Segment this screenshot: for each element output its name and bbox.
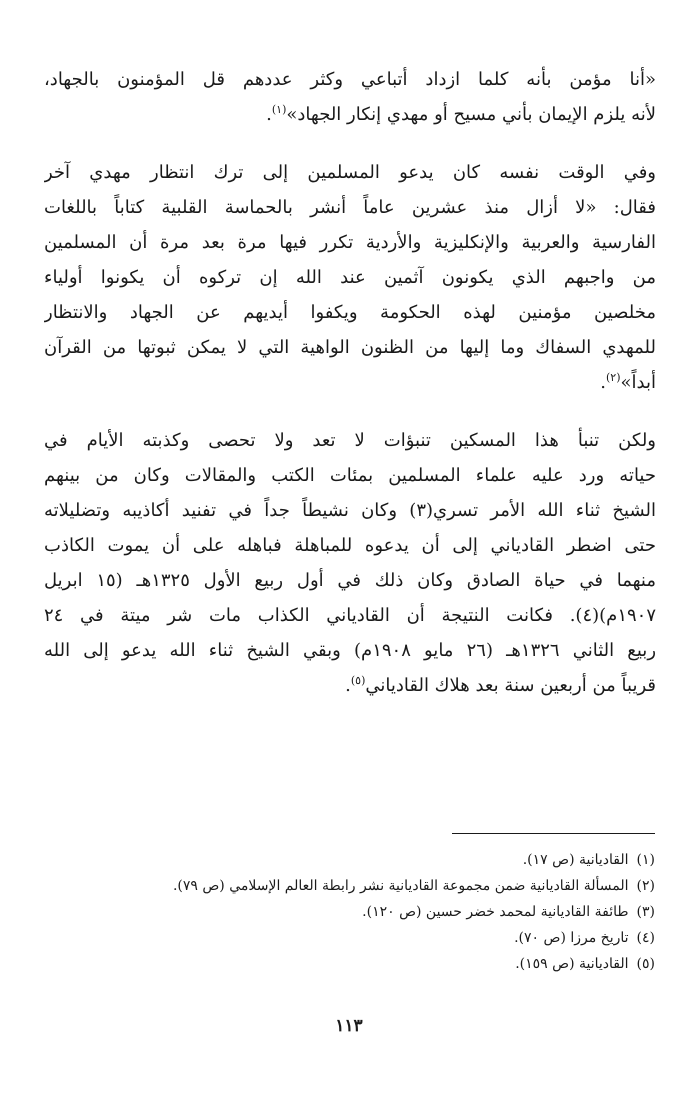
body-line: الفارسية والعربية والإنكليزية والأردية تكرر فيها مرة بعد مرة أن المسلمين: [44, 232, 656, 253]
body-line: حياته ورد عليه علماء المسلمين بمئات الكتب والمقالات وكان من بينهم: [44, 465, 656, 486]
footnote-number: (٢): [636, 878, 655, 894]
body-line: [44, 668, 656, 703]
body-line: حتى اضطر القادياني إلى أن يدعوه للمباهلة فباهله على أن يموت الكاذب: [44, 535, 656, 556]
footnote-divider: [452, 833, 655, 834]
footnote: [60, 873, 655, 899]
body-line: فقال: «لا أزال منذ عشرين عاماً أنشر بالحماسة القلبية كتاباً باللغات: [44, 197, 656, 218]
footnote-text: طائفة القاديانية لمحمد خضر حسين (ص ١٢٠).: [362, 904, 629, 920]
footnote-ref: (٢): [606, 371, 621, 384]
body-line: ربيع الثاني ١٣٢٦هـ (٢٦ مايو ١٩٠٨م) وبقي الشيخ ثناء الله يدعو إلى الله: [44, 640, 656, 661]
body-line: [44, 365, 656, 400]
footnote-number: (٥): [636, 956, 655, 972]
body-line: ولكن تنبأ هذا المسكين تنبؤات لا تعد ولا تحصى وكذبته الأيام في: [44, 430, 656, 451]
body-line: من واجبهم الذي يكونون آثمين عند الله إن تركوه أن يكونوا أولياء: [44, 267, 656, 288]
body-line: مخلصين مؤمنين لهذه الحكومة ويكفوا أيديهم عن الجهاد والانتظار: [44, 302, 656, 323]
footnote-ref: (٥): [350, 674, 366, 687]
footnote-text: المسألة القاديانية ضمن مجموعة القاديانية نشر رابطة العالم الإسلامي (ص ٧٩).: [172, 878, 629, 894]
body-line-text: قريباً من أربعين سنة بعد هلاك القادياني: [365, 675, 656, 696]
footnote-text: القاديانية (ص ١٧).: [522, 852, 629, 868]
body-text: [44, 62, 656, 703]
footnote-number: (١): [636, 852, 655, 868]
footnote-ref: (١): [271, 103, 287, 116]
body-line: ١٩٠٧م)(٤). فكانت النتيجة أن القادياني الكذاب مات شر ميتة في ٢٤: [44, 605, 656, 626]
punctuation: .: [600, 372, 606, 393]
footnote: [60, 951, 655, 977]
footnotes: [60, 847, 655, 977]
punctuation: .: [266, 104, 272, 125]
footnote-text: تاريخ مرزا (ص ٧٠).: [514, 930, 629, 946]
footnote: [60, 899, 655, 925]
body-line: منهما في حياة الصادق وكان ذلك في أول ربيع الأول ١٣٢٥هـ (١٥ ابريل: [44, 570, 656, 591]
body-line: وفي الوقت نفسه كان يدعو المسلمين إلى ترك انتظار مهدي آخر: [44, 162, 656, 183]
body-line-text: لأنه يلزم الإيمان بأني مسيح أو مهدي إنكار الجهاد»: [286, 104, 656, 125]
body-line-text: أبداً»: [620, 372, 656, 393]
page-number: ١١٣: [335, 1016, 363, 1036]
body-line: «أنا مؤمن بأنه كلما ازداد أتباعي وكثر عددهم قل المؤمنون بالجهاد،: [44, 69, 656, 90]
footnote: [60, 925, 655, 951]
footnote-text: القاديانية (ص ١٥٩).: [515, 956, 629, 972]
footnote-number: (٣): [636, 904, 655, 920]
body-line: للمهدي السفاك وما إليها من الظنون الواهية التي لا يمكن ثبوتها من القرآن: [44, 337, 656, 358]
footnote: [60, 847, 655, 873]
body-line: [44, 97, 656, 132]
punctuation: .: [345, 675, 351, 696]
footnote-number: (٤): [636, 930, 655, 946]
body-line: الشيخ ثناء الله الأمر تسري(٣) وكان نشيطاً جداً في تفنيد أكاذيبه وتضليلاته: [44, 500, 656, 521]
